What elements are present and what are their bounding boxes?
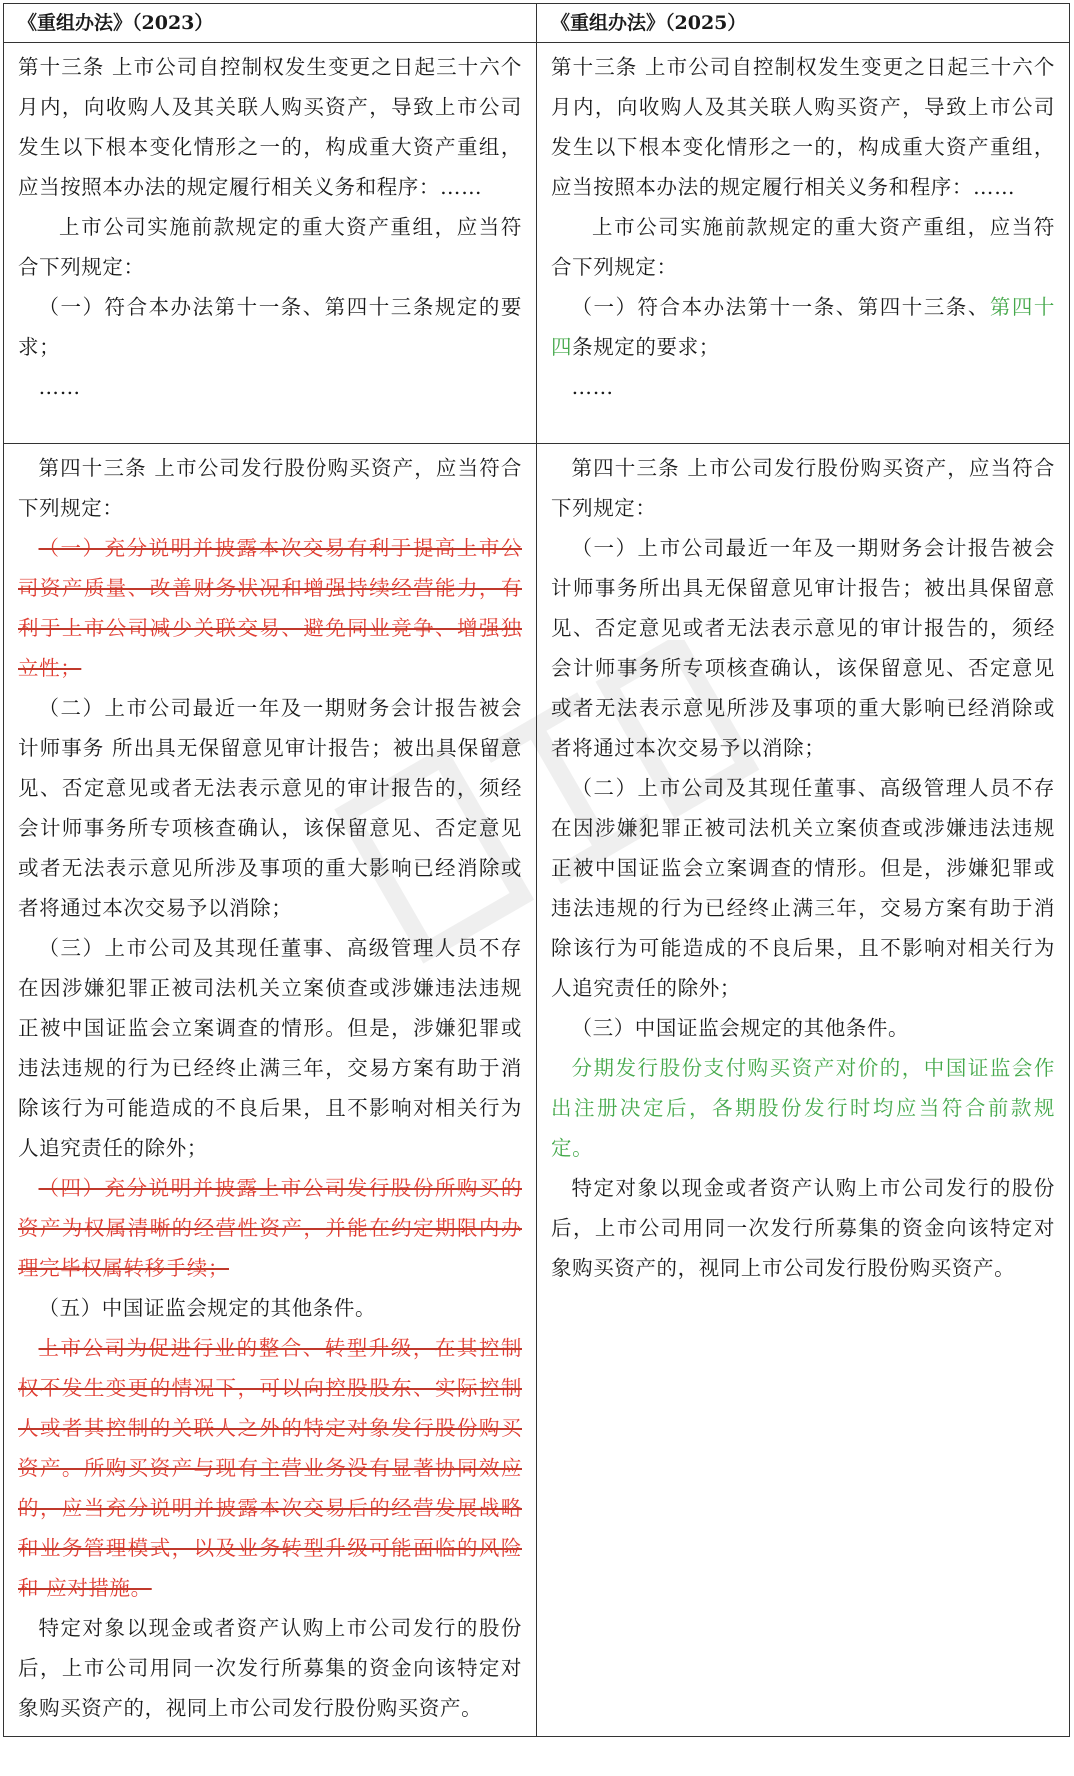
art43-2023-para-deleted bbox=[18, 1328, 522, 1608]
art13-2025-item-1 bbox=[551, 287, 1055, 367]
art43-2025-final-para: 特定对象以现金或者资产认购上市公司发行的股份后，上市公司用同一次发行所募集的资金向该特定对象购买资产的，视同上市公司发行股份购买资产。 bbox=[551, 1176, 1055, 1280]
art13-2025-item-1-text-a: （一）符合本办法第十一条、第四十三条、 bbox=[571, 295, 990, 319]
art13-2023-para-1: 第十三条 上市公司自控制权发生变更之日起三十六个月内，向收购人及其关联人购买资产，导致上市公司发生以下根本变化情形之一的，构成重大资产重组，应当按照本办法的规定履行相关义务和程序：…… bbox=[18, 55, 522, 199]
art43-2023-final-para: 特定对象以现金或者资产认购上市公司发行的股份后，上市公司用同一次发行所募集的资金向该特定对象购买资产的，视同上市公司发行股份购买资产。 bbox=[18, 1616, 522, 1720]
deleted-text: （四）充分说明并披露上市公司发行股份所购买的资产为权属清晰的经营性资产，并能在约定期限内办理完毕权属转移手续； bbox=[18, 1176, 522, 1280]
art43-2025-item-2: （二）上市公司及其现任董事、高级管理人员不存在因涉嫌犯罪正被司法机关立案侦查或涉嫌违法违规正被中国证监会立案调查的情形。但是，涉嫌犯罪或违法违规的行为已经终止满三年，交易方案有助于消除该行为可能造成的不良后果，且不影响对相关行为人追究责任的除外； bbox=[551, 776, 1055, 1000]
header-row bbox=[4, 4, 1070, 43]
art43-2025-intro: 第四十三条 上市公司发行股份购买资产，应当符合下列规定： bbox=[551, 456, 1055, 520]
art43-2023-intro: 第四十三条 上市公司发行股份购买资产，应当符合下列规定： bbox=[18, 456, 522, 520]
inserted-text: 分期发行股份支付购买资产对价的，中国证监会作出注册决定后，各期股份发行时均应当符合前款规定。 bbox=[551, 1056, 1055, 1160]
art13-2023-item-1: （一）符合本办法第十一条、第四十三条规定的要求； bbox=[18, 295, 522, 359]
comparison-table bbox=[3, 3, 1070, 1737]
art13-2025-ellipsis: …… bbox=[571, 375, 614, 399]
article-43-row bbox=[4, 444, 1070, 1737]
article-13-2025 bbox=[537, 43, 1070, 444]
inserted-text: 第四十四 bbox=[551, 295, 1055, 359]
art43-2023-item-3: （三）上市公司及其现任董事、高级管理人员不存在因涉嫌犯罪正被司法机关立案侦查或涉嫌违法违规正被中国证监会立案调查的情形。但是，涉嫌犯罪或违法违规的行为已经终止满三年，交易方案有助于消除该行为可能造成的不良后果，且不影响对相关行为人追究责任的除外； bbox=[18, 936, 522, 1160]
art43-2023-item-1-deleted bbox=[18, 528, 522, 688]
art13-2023-ellipsis: …… bbox=[38, 375, 81, 399]
article-43-2023 bbox=[4, 444, 537, 1737]
article-43-2025 bbox=[537, 444, 1070, 1737]
header-2025: 《重组办法》（2025） bbox=[537, 4, 1070, 43]
art13-2025-para-1: 第十三条 上市公司自控制权发生变更之日起三十六个月内，向收购人及其关联人购买资产，导致上市公司发生以下根本变化情形之一的，构成重大资产重组，应当按照本办法的规定履行相关义务和程序：…… bbox=[551, 55, 1055, 199]
art13-2025-para-2: 上市公司实施前款规定的重大资产重组，应当符合下列规定： bbox=[551, 215, 1055, 279]
deleted-text: 上市公司为促进行业的整合、转型升级，在其控制权不发生变更的情况下，可以向控股股东、实际控制人或者其控制的关联人之外的特定对象发行股份购买资产。所购买资产与现有主营业务没有显著协同效应的，应当充分说明并披露本次交易后的经营发展战略和业务管理模式，以及业务转型升级可能面临的风险和 应对措施。 bbox=[18, 1336, 522, 1600]
art43-2023-item-2: （二）上市公司最近一年及一期财务会计报告被会计师事务 所出具无保留意见审计报告；被出具保留意见、否定意见或者无法表示意见的审计报告的，须经会计师事务所专项核查确认，该保留意见、否定意见或者无法表示意见所涉及事项的重大影响已经消除或者将通过本次交易予以消除； bbox=[18, 696, 522, 920]
article-13-row bbox=[4, 43, 1070, 444]
header-2023: 《重组办法》（2023） bbox=[4, 4, 537, 43]
art43-2025-para-inserted bbox=[551, 1048, 1055, 1168]
art13-2023-para-2: 上市公司实施前款规定的重大资产重组，应当符合下列规定： bbox=[18, 215, 522, 279]
art43-2025-item-1: （一）上市公司最近一年及一期财务会计报告被会计师事务所出具无保留意见审计报告；被出具保留意见、否定意见或者无法表示意见的审计报告的，须经会计师事务所专项核查确认，该保留意见、否定意见或者无法表示意见所涉及事项的重大影响已经消除或者将通过本次交易予以消除； bbox=[551, 536, 1055, 760]
article-13-2023 bbox=[4, 43, 537, 444]
art43-2023-item-4-deleted bbox=[18, 1168, 522, 1288]
art43-2025-item-3: （三）中国证监会规定的其他条件。 bbox=[571, 1016, 910, 1040]
art43-2023-item-5: （五）中国证监会规定的其他条件。 bbox=[38, 1296, 377, 1320]
art13-2025-item-1-text-b: 条规定的要求； bbox=[572, 335, 720, 359]
deleted-text: （一）充分说明并披露本次交易有利于提高上市公司资产质量、改善财务状况和增强持续经营能力，有利于上市公司减少关联交易、避免同业竞争、增强独立性； bbox=[18, 536, 522, 680]
